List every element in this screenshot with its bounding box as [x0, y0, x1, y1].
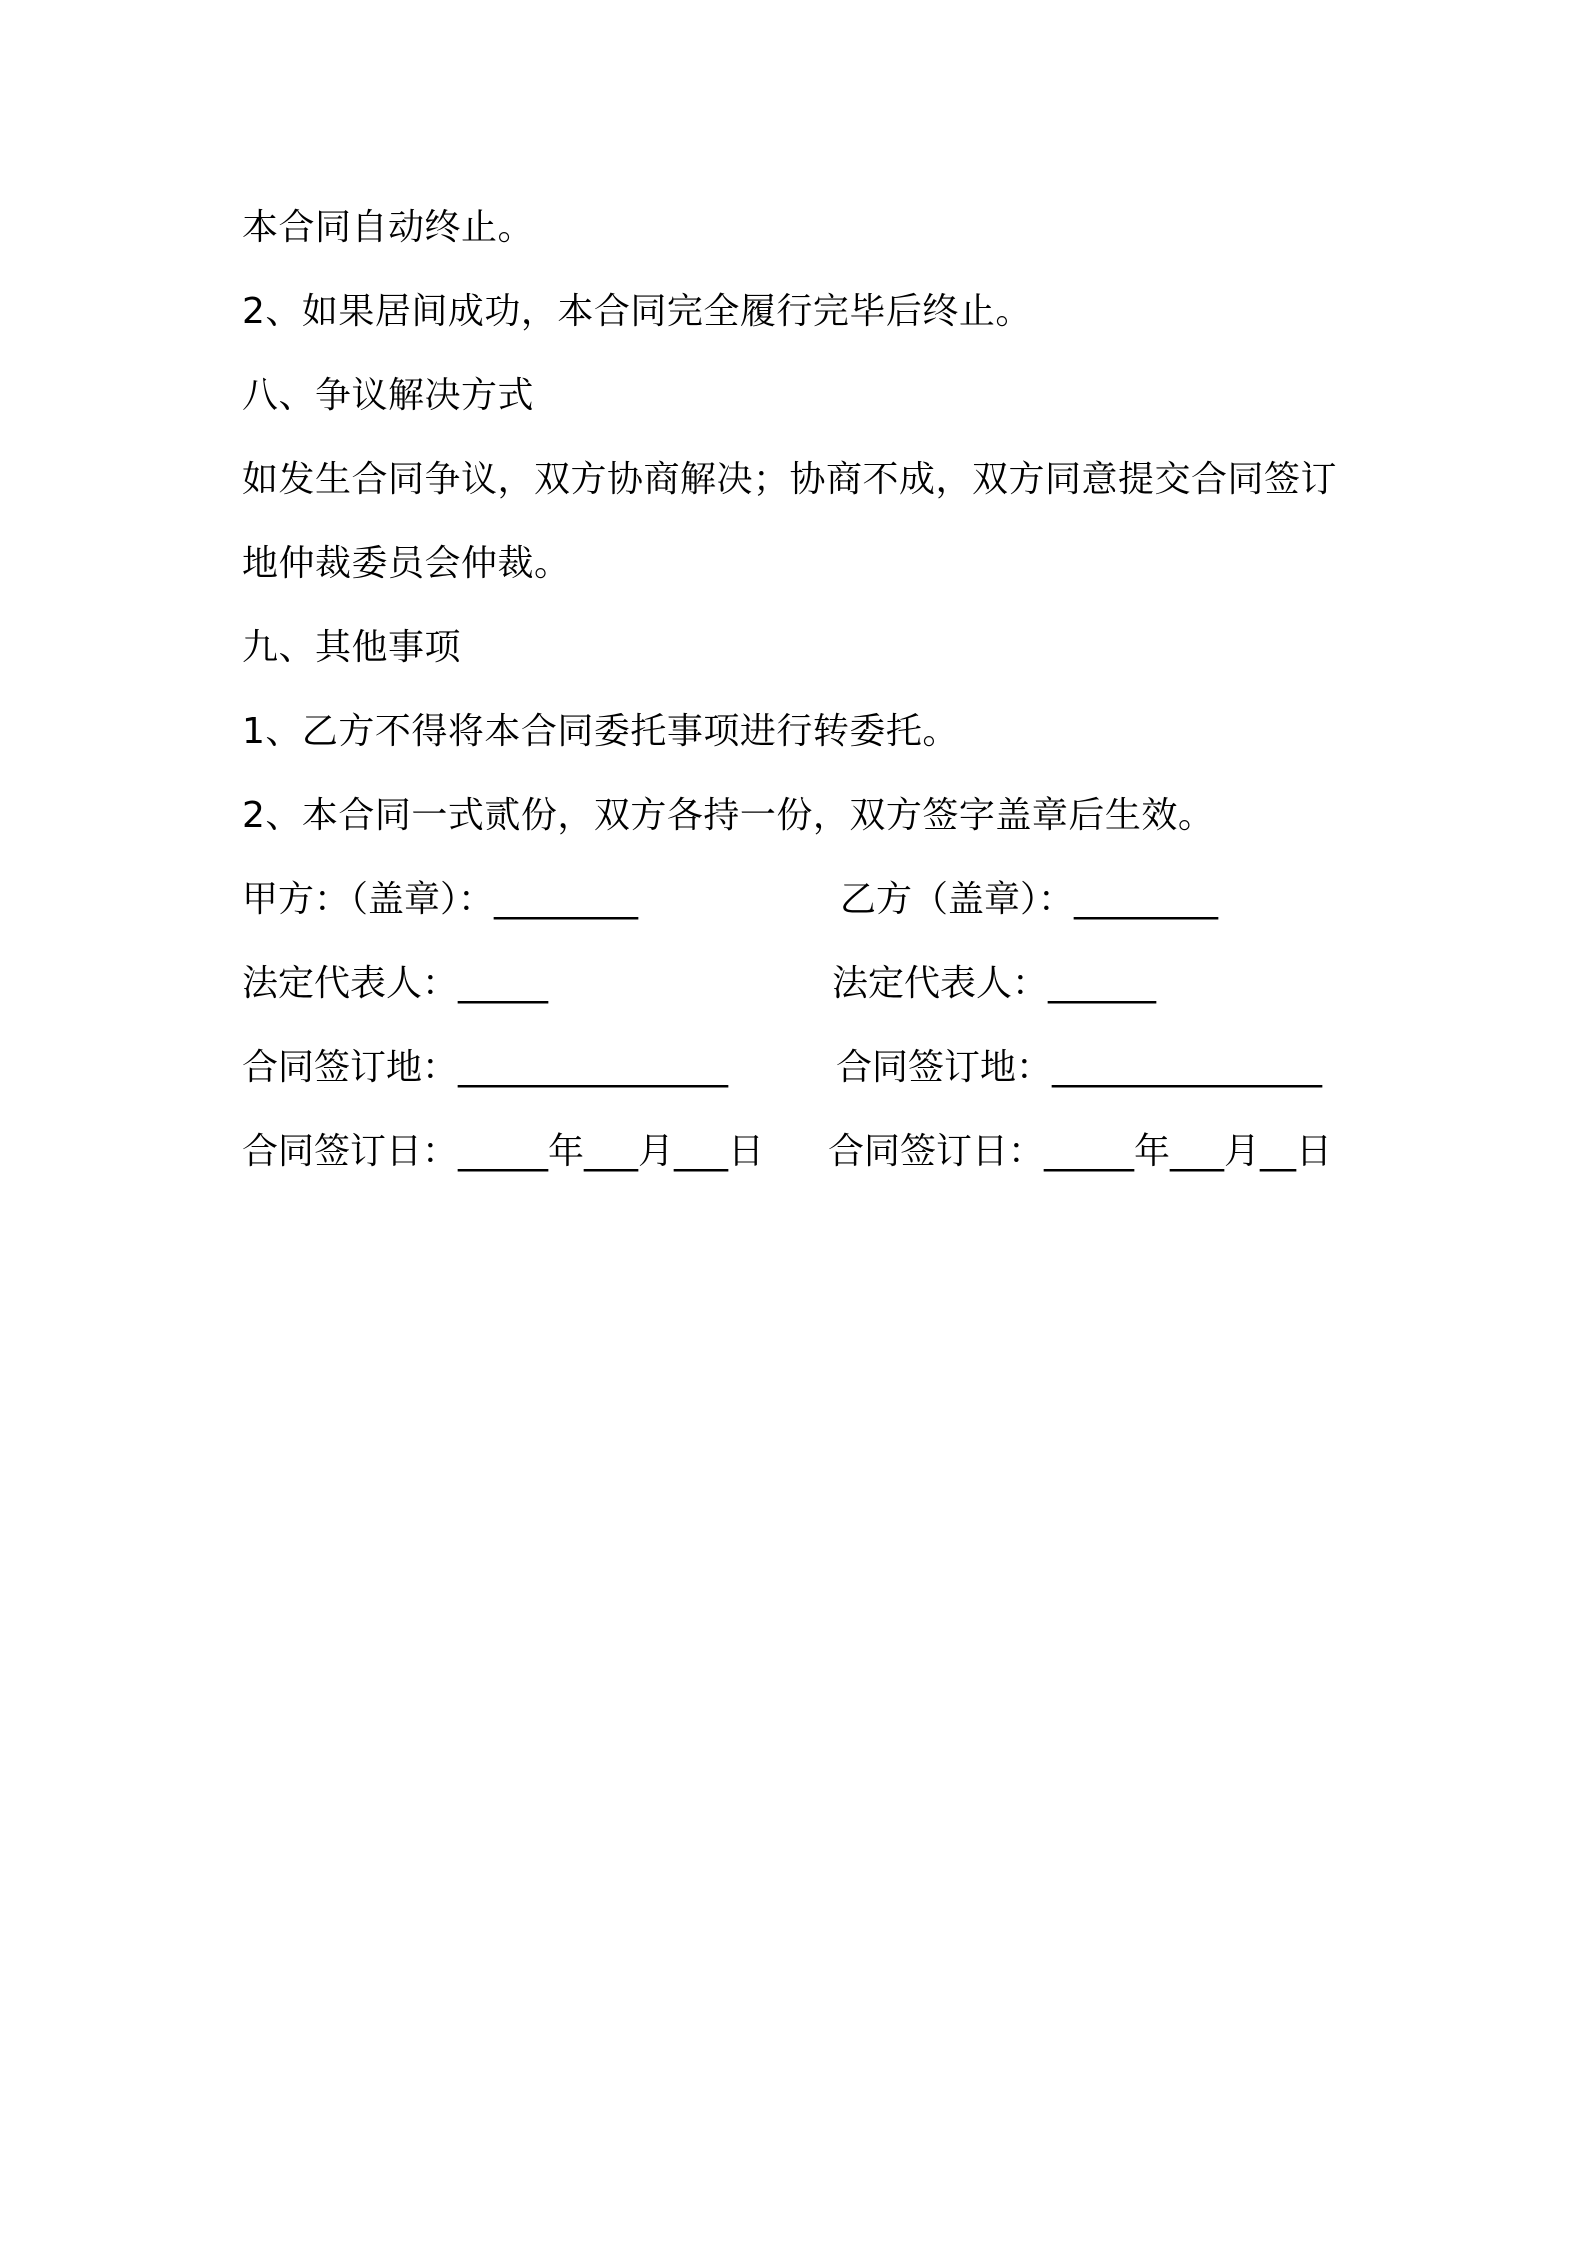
party-a-signing-place: 合同签订地：_______________: [242, 1047, 729, 1088]
party-a-representative: 法定代表人：_____: [242, 963, 549, 1004]
paragraph-other-2: 2、本合同一式贰份，双方各持一份，双方签字盖章后生效。: [242, 795, 1215, 836]
section-heading-other: 九、其他事项: [242, 627, 462, 668]
party-b-representative: 法定代表人：______: [832, 963, 1157, 1004]
party-a-signing-date: 合同签订日：_____年___月___日: [242, 1131, 765, 1172]
paragraph-other-1: 1、乙方不得将本合同委托事项进行转委托。: [242, 711, 959, 752]
party-b-signing-date: 合同签订日：_____年___月__日: [828, 1131, 1333, 1172]
section-heading-dispute: 八、争议解决方式: [242, 375, 535, 416]
paragraph-termination-success: 2、如果居间成功，本合同完全履行完毕后终止。: [242, 291, 1032, 332]
paragraph-termination-auto: 本合同自动终止。: [242, 207, 535, 248]
party-b-seal: 乙方（盖章）：________: [840, 879, 1219, 920]
paragraph-dispute-2: 地仲裁委员会仲裁。: [242, 543, 571, 584]
party-b-signing-place: 合同签订地：_______________: [836, 1047, 1323, 1088]
paragraph-dispute-1: 如发生合同争议，双方协商解决；协商不成，双方同意提交合同签订: [242, 459, 1338, 500]
party-a-seal: 甲方：（盖章）：________: [242, 879, 639, 920]
